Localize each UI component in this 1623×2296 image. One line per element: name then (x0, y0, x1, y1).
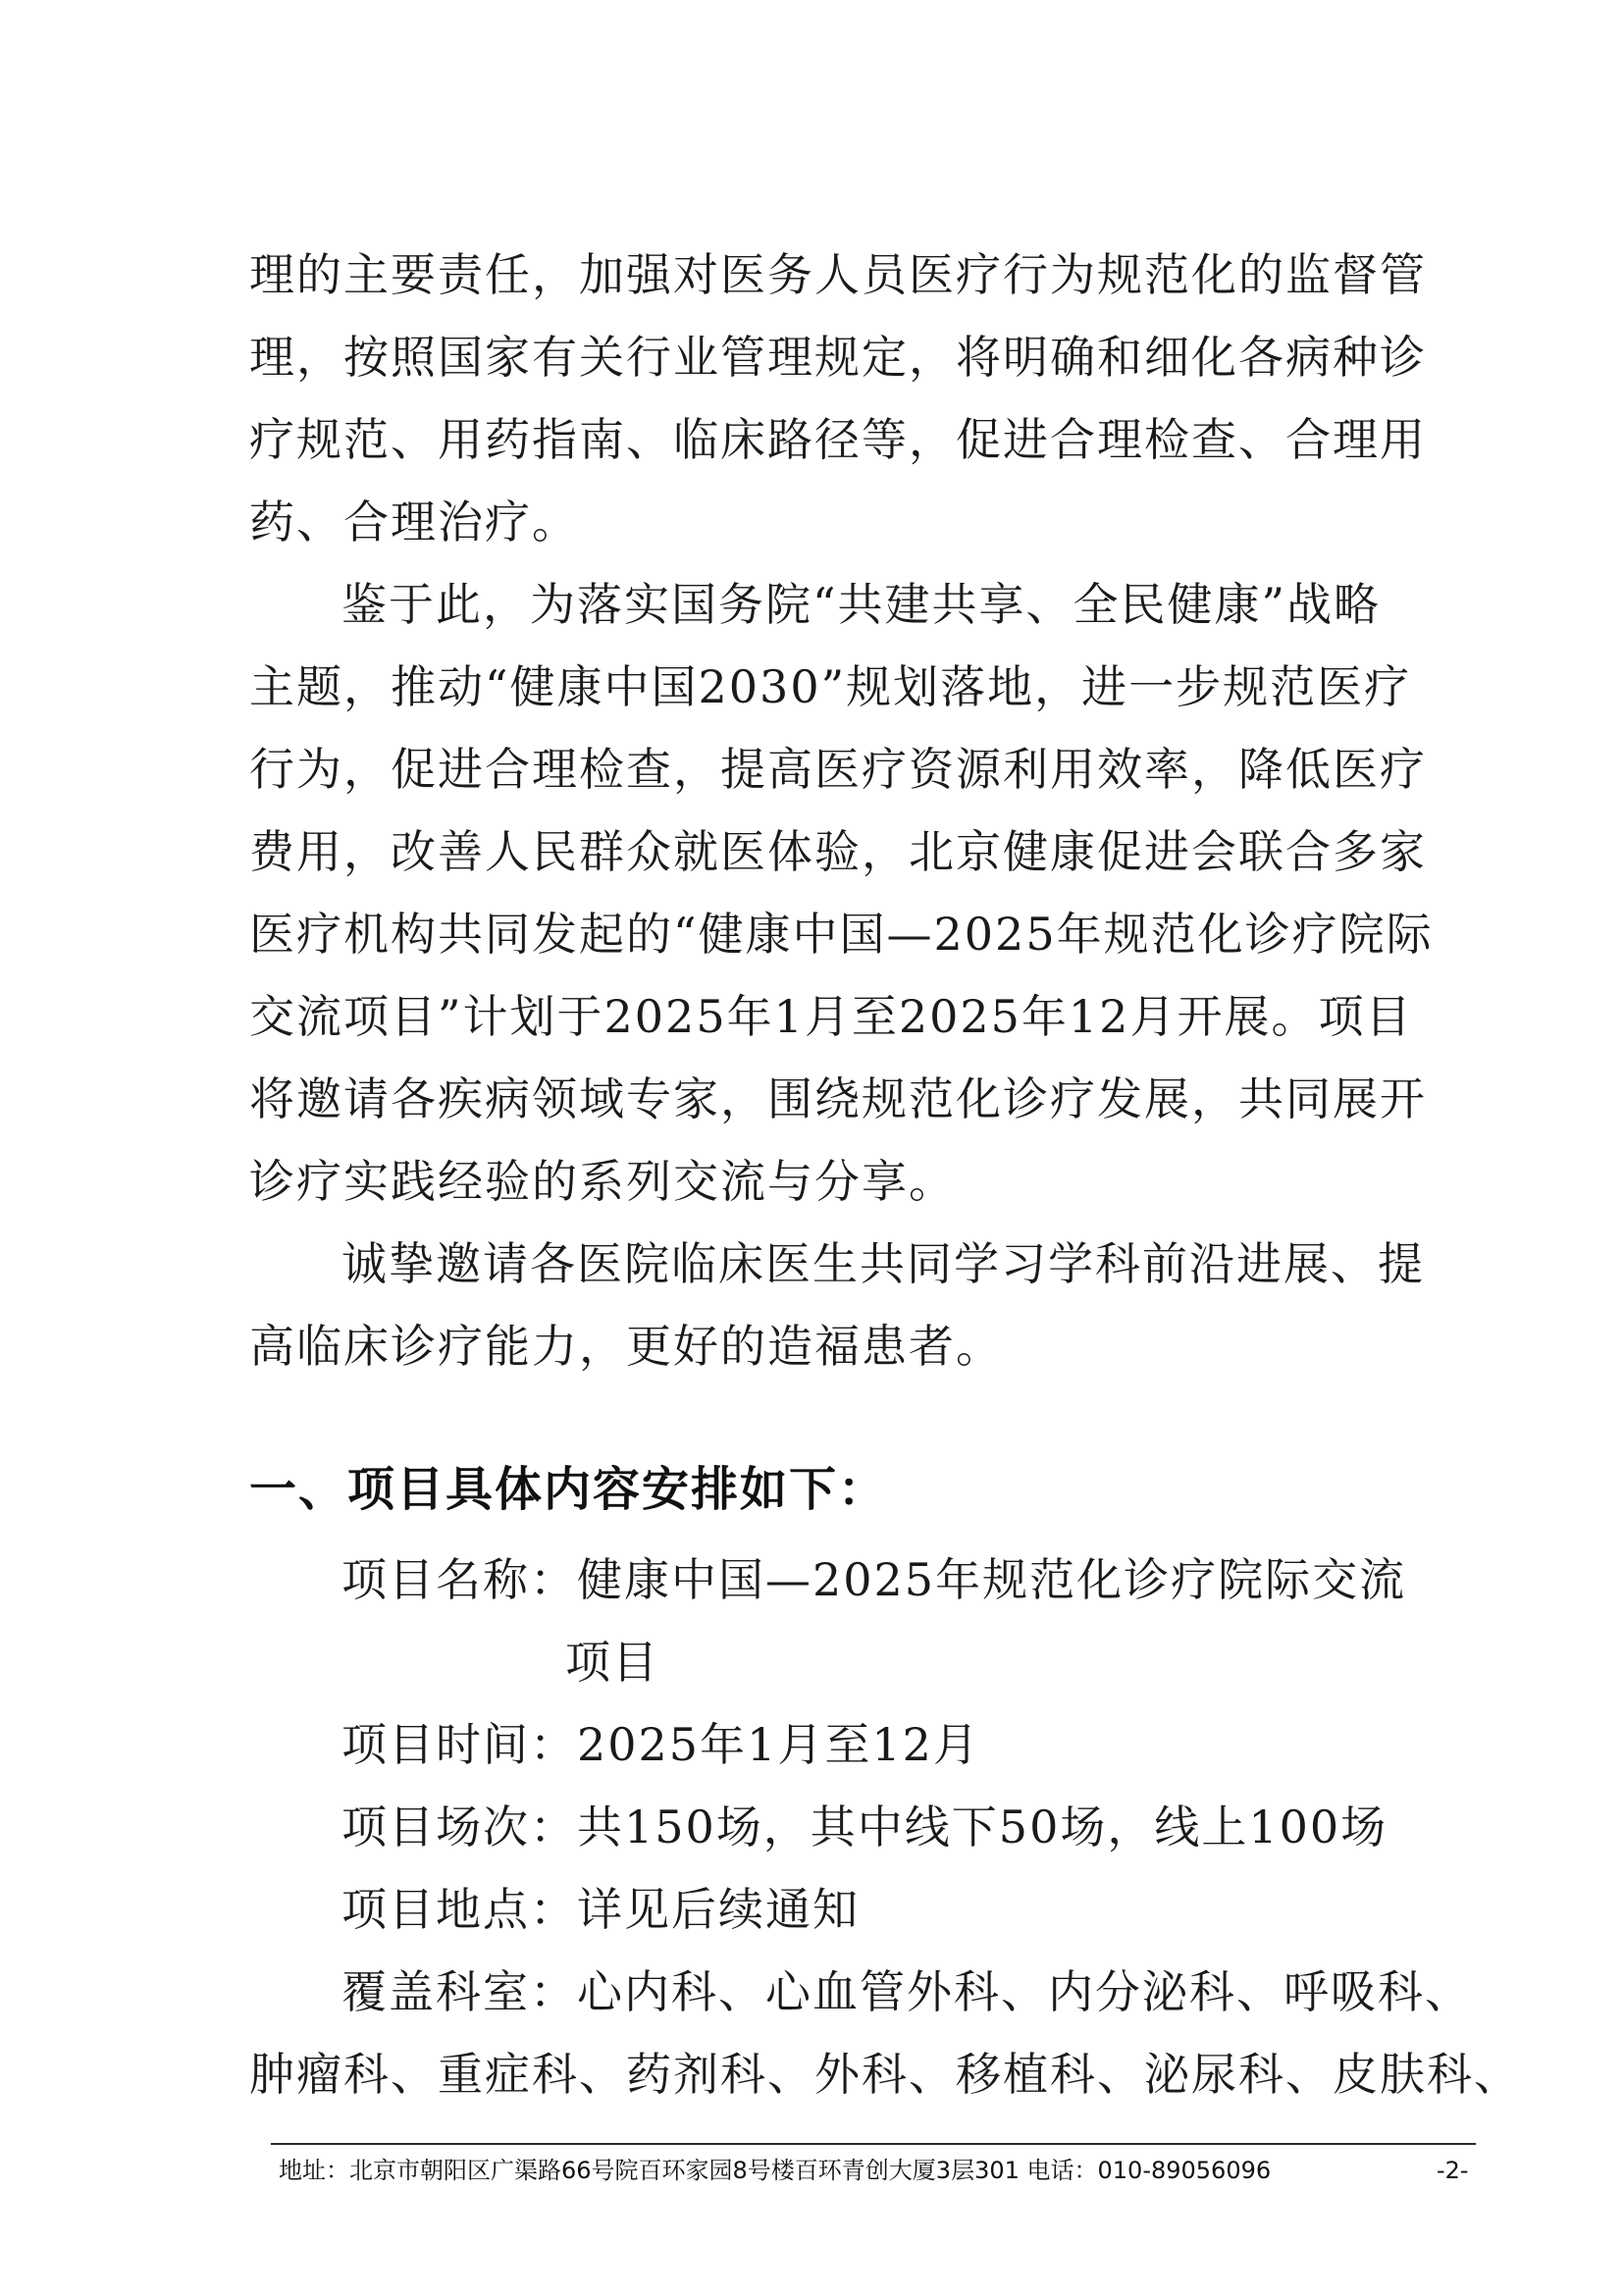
paragraph-2-line-3: 行为，促进合理检查，提高医疗资源利用效率，降低医疗 (249, 743, 1427, 796)
paragraph-1-line-2: 理，按照国家有关行业管理规定，将明确和细化各病种诊 (249, 331, 1427, 384)
paragraph-1-line-1: 理的主要责任，加强对医务人员医疗行为规范化的监督管 (249, 248, 1427, 301)
paragraph-3-line-2: 高临床诊疗能力，更好的造福患者。 (249, 1320, 1003, 1373)
item-departments-line-2: 肿瘤科、重症科、药剂科、外科、移植科、泌尿科、皮肤科、 (249, 2048, 1521, 2101)
item-project-name: 项目名称：健康中国—2025年规范化诊疗院际交流 (341, 1553, 1407, 1606)
paragraph-2-line-5: 医疗机构共同发起的“健康中国—2025年规范化诊疗院际 (249, 908, 1434, 961)
section-heading: 一、项目具体内容安排如下： (249, 1462, 888, 1517)
paragraph-2-line-7: 将邀请各疾病领域专家，围绕规范化诊疗发展，共同展开 (249, 1072, 1427, 1125)
item-departments-line-1: 覆盖科室：心内科、心血管外科、内分泌科、呼吸科、 (341, 1965, 1472, 2018)
paragraph-2-line-2: 主题，推动“健康中国2030”规划落地，进一步规范医疗 (249, 660, 1412, 713)
item-project-sessions: 项目场次：共150场，其中线下50场，线上100场 (341, 1800, 1388, 1853)
item-project-location: 项目地点：详见后续通知 (341, 1883, 860, 1936)
paragraph-2-line-1: 鉴于此，为落实国务院“共建共享、全民健康”战略 (341, 578, 1382, 631)
paragraph-2-line-8: 诊疗实践经验的系列交流与分享。 (249, 1155, 956, 1208)
footer-divider (271, 2143, 1476, 2145)
paragraph-2-line-6: 交流项目”计划于2025年1月至2025年12月开展。项目 (249, 990, 1413, 1043)
paragraph-2-line-4: 费用，改善人民群众就医体验，北京健康促进会联合多家 (249, 825, 1427, 878)
paragraph-1-line-4: 药、合理治疗。 (249, 496, 579, 548)
paragraph-1-line-3: 疗规范、用药指南、临床路径等，促进合理检查、合理用 (249, 413, 1427, 466)
paragraph-3-line-1: 诚挚邀请各医院临床医生共同学习学科前沿进展、提 (341, 1237, 1425, 1290)
page-number: -2- (1437, 2157, 1469, 2184)
item-project-name-cont: 项目 (565, 1636, 659, 1689)
footer-address: 地址：北京市朝阳区广渠路66号院百环家园8号楼百环青创大厦3层301 电话：010-89056096 (279, 2157, 1272, 2184)
item-project-time: 项目时间：2025年1月至12月 (341, 1718, 980, 1771)
